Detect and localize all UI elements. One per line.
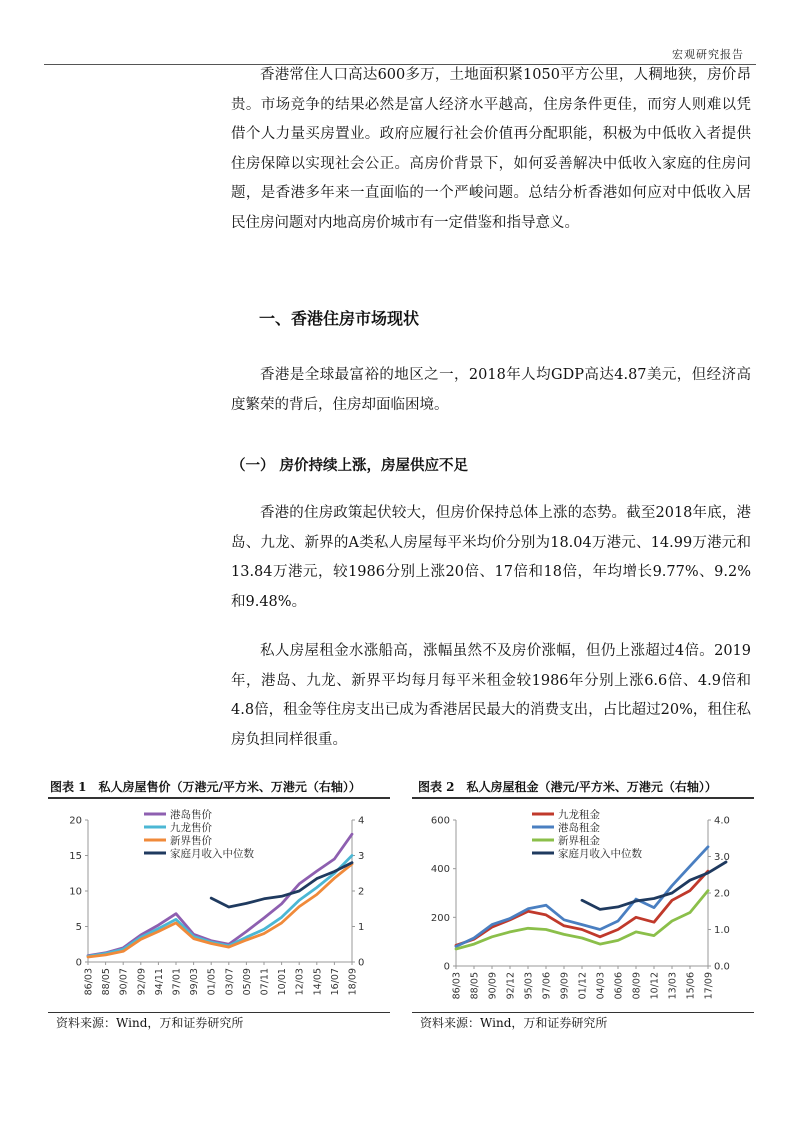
x-tick-label: 18/09 xyxy=(347,968,359,996)
paragraph-hk-overview: 香港是全球最富裕的地区之一，2018年人均GDP高达4.87美元，但经济高度繁荣的背后，住房却面临困境。 xyxy=(231,367,751,413)
y-tick-label-left: 600 xyxy=(430,815,450,827)
x-tick-label: 88/05 xyxy=(469,972,481,1000)
x-tick-label: 16/07 xyxy=(329,968,341,996)
x-tick-label: 14/05 xyxy=(312,968,324,996)
y-tick-label-right: 1.0 xyxy=(714,925,730,936)
series-line-2 xyxy=(456,847,708,947)
page-header xyxy=(0,0,800,70)
legend-label: 新界租金 xyxy=(558,835,600,847)
x-tick-label: 07/11 xyxy=(259,968,271,996)
y-tick-label-right: 0 xyxy=(358,957,365,969)
paragraph-intro: 香港常住人口高达600多万，土地面积紧1050平方公里，人稠地狭，房价昂贵。市场竞争的结果必然是富人经济水平越高，住房条件更佳，而穷人则难以凭借个人力量买房置业。政府应履行社会价值再分配职能，积极为中低收入者提供住房保障以实现社会公正。高房价背景下，如何妥善解决中低收入家庭的住房问题，是香港多年来一直面临的一个严峻问题。总结分析香港如何应对中低收入居民住房问题对内地高房价城市有一定借鉴和指导意义。 xyxy=(231,67,751,231)
legend-label: 新界售价 xyxy=(170,835,212,847)
x-tick-label: 94/11 xyxy=(153,968,165,996)
y-tick-label-left: 5 xyxy=(75,922,82,933)
x-tick-label: 90/07 xyxy=(118,968,130,996)
series-line-1 xyxy=(456,871,708,945)
legend-label: 港岛租金 xyxy=(558,822,600,834)
y-tick-label-right: 0.0 xyxy=(714,961,730,973)
y-tick-label-right: 4 xyxy=(358,815,365,827)
y-tick-label-right: 3.0 xyxy=(714,852,730,863)
figure-1-bottom-rule xyxy=(48,1012,390,1013)
legend-label: 家庭月收入中位数 xyxy=(558,848,642,860)
x-tick-label: 86/03 xyxy=(83,968,95,996)
x-tick-label: 92/09 xyxy=(136,968,148,996)
paragraph-house-prices: 香港的住房政策起伏较大，但房价保持总体上涨的态势。截至2018年底，港岛、九龙、新界的A类私人房屋每平米均价分别为18.04万港元、14.99万港元和13.84万港元，较1986分别上涨20倍、17倍和18倍，年均增长9.77%、9.2%和9.48%。 xyxy=(231,505,751,610)
y-tick-label-left: 200 xyxy=(430,912,450,924)
x-tick-label: 06/06 xyxy=(613,972,625,1000)
legend-label: 九龙租金 xyxy=(558,809,600,821)
x-tick-label: 04/03 xyxy=(595,972,607,1000)
figure-2-source: 资料来源：Wind，万和证券研究所 xyxy=(420,1016,608,1030)
x-tick-label: 08/09 xyxy=(631,972,643,1000)
figure-1-top-rule xyxy=(48,797,390,799)
series-line-4 xyxy=(582,862,726,909)
x-tick-label: 90/09 xyxy=(487,972,499,1000)
figure-1-chart xyxy=(48,800,390,1012)
x-tick-label: 92/12 xyxy=(505,972,517,1000)
paragraph-rents: 私人房屋租金水涨船高，涨幅虽然不及房价涨幅，但仍上涨超过4倍。2019年，港岛、九龙、新界平均每月每平米租金较1986年分别上涨6.6倍、4.9倍和4.8倍，租金等住房支出已成为香港居民最大的消费支出，占比超过20%，租住私房负担同样很重。 xyxy=(231,643,751,748)
x-tick-label: 99/09 xyxy=(559,972,571,1000)
x-tick-label: 95/03 xyxy=(523,972,535,1000)
y-tick-label-left: 10 xyxy=(69,886,82,898)
x-tick-label: 86/03 xyxy=(451,972,463,1000)
x-tick-label: 99/03 xyxy=(189,968,201,996)
figure-1-title: 图表 1 私人房屋售价（万港元/平方米、万港元（右轴）） xyxy=(50,780,361,794)
x-tick-label: 05/09 xyxy=(241,968,253,996)
legend-label: 九龙售价 xyxy=(170,822,212,834)
series-line-4 xyxy=(211,863,352,907)
x-tick-label: 01/05 xyxy=(206,968,218,996)
y-tick-label-left: 400 xyxy=(430,864,450,876)
x-tick-label: 97/06 xyxy=(541,972,553,1000)
section-heading: 一、香港住房市场现状 xyxy=(259,309,420,328)
x-tick-label: 97/01 xyxy=(171,968,183,996)
report-type-label: 宏观研究报告 xyxy=(672,48,744,61)
y-tick-label-right: 3 xyxy=(358,851,365,862)
x-tick-label: 12/03 xyxy=(294,968,306,996)
y-tick-label-left: 0 xyxy=(75,957,82,969)
figure-2-bottom-rule xyxy=(412,1012,754,1013)
y-tick-label-right: 1 xyxy=(358,922,365,933)
y-tick-label-left: 20 xyxy=(69,815,82,827)
subsection-heading: （一） 房价持续上涨，房屋供应不足 xyxy=(231,457,469,474)
y-tick-label-right: 2.0 xyxy=(714,888,730,900)
x-tick-label: 10/12 xyxy=(649,972,661,1000)
y-tick-label-right: 4.0 xyxy=(714,815,730,827)
x-tick-label: 15/06 xyxy=(685,972,697,1000)
legend-label: 家庭月收入中位数 xyxy=(170,848,254,860)
y-tick-label-right: 2 xyxy=(358,886,365,898)
legend-label: 港岛售价 xyxy=(170,809,212,821)
x-tick-label: 10/01 xyxy=(277,968,289,996)
y-tick-label-left: 0 xyxy=(443,961,450,973)
x-tick-label: 01/12 xyxy=(577,972,589,1000)
figure-2-chart xyxy=(412,800,754,1012)
x-tick-label: 13/03 xyxy=(667,972,679,1000)
figure-2-title: 图表 2 私人房屋租金（港元/平方米、万港元（右轴）） xyxy=(418,780,717,794)
x-tick-label: 03/07 xyxy=(224,968,236,996)
figure-2-top-rule xyxy=(412,797,754,799)
y-tick-label-left: 15 xyxy=(69,851,82,862)
x-tick-label: 88/05 xyxy=(101,968,113,996)
x-tick-label: 17/09 xyxy=(703,972,715,1000)
figure-1-source: 资料来源：Wind，万和证券研究所 xyxy=(56,1016,244,1030)
